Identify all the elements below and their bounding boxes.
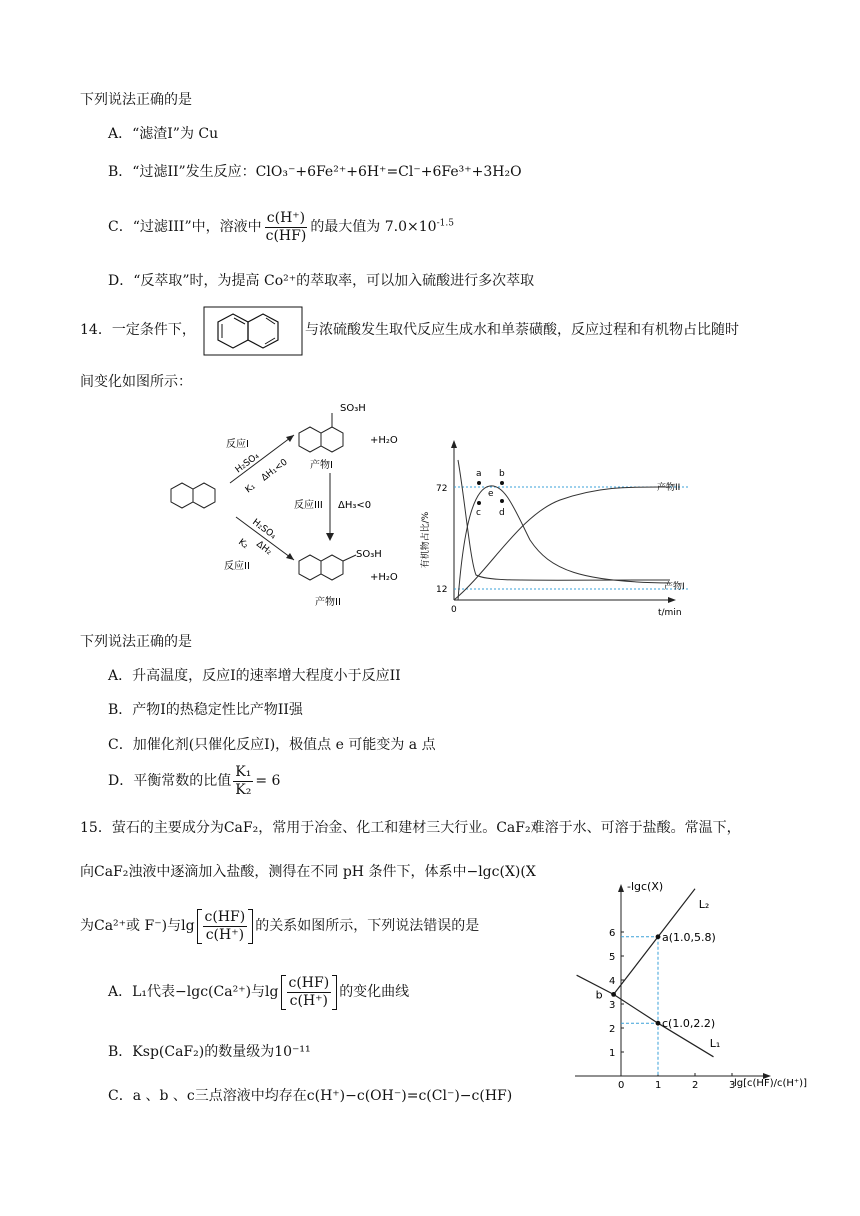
q15-chart: [565, 878, 807, 1093]
dh2-label: ΔH₂: [254, 539, 274, 558]
label-a: a: [476, 469, 482, 479]
q13-option-c: C．“过滤III”中，溶液中 $\frac{c(H^+)}{c(HF)}$ 的最大值为 $7.0\times 10^{-1.5}$: [108, 209, 454, 244]
legend-product-1: 产物I: [664, 582, 685, 592]
q15-y-tick-label: 5: [609, 952, 616, 963]
q15-x-tick-label: 3: [729, 1080, 736, 1091]
reaction-1-label: 反应I: [226, 439, 249, 450]
q13-b-equation: ClO₃⁻+6Fe²⁺+6H⁺=Cl⁻+6Fe³⁺+3H₂O: [255, 164, 522, 180]
tick-0: 0: [451, 605, 457, 615]
h2so4-label-2: H₂SO₄: [250, 517, 278, 542]
point-a: [477, 481, 481, 485]
reaction-scheme: [160, 395, 430, 620]
q13-option-a: A．“滤渣I”为 Cu: [108, 126, 219, 142]
q14-y-label: 有机物占比/%: [421, 511, 431, 569]
q15-y-tick-label: 6: [609, 928, 616, 939]
q13-stem: 下列说法正确的是: [80, 92, 192, 108]
product-1-structure: [299, 413, 343, 452]
q15-y-arrow: [618, 884, 624, 892]
q14-stem-line1-rest: 与浓硫酸发生取代反应生成水和单萘磺酸，反应过程和有机物占比随时: [305, 322, 739, 338]
series-product-1: [458, 486, 670, 600]
point-c: [477, 501, 481, 505]
point-label-a: a(1.0,5.8): [662, 930, 716, 944]
label-c: c: [476, 508, 481, 518]
k1-k2-fraction: $\frac{\text{K₁}}{\text{K₂}}$: [235, 763, 252, 798]
q13-option-d: D．“反萃取”时，为提高 Co²⁺的萃取率，可以加入硫酸进行多次萃取: [108, 273, 535, 289]
dh1-label: ΔH₁<0: [259, 457, 290, 484]
reaction-2-label: 反应II: [224, 561, 250, 572]
lg-bracket: $\frac{c(HF)}{c(H^+)}$: [197, 909, 254, 944]
q15-x-label: lg[c(HF)/c(H⁺)]: [734, 1078, 807, 1089]
k2-label: K₂: [236, 537, 250, 552]
q15-y-tick-label: 3: [609, 1000, 616, 1011]
product-1-label: 产物I: [310, 460, 333, 471]
so3h-label-2: SO₃H: [356, 549, 382, 560]
point-b: [500, 481, 504, 485]
product-2-structure: [299, 555, 356, 580]
series-l2-label: L₂: [698, 898, 710, 911]
q15-option-b: B．Ksp(CaF₂)的数量级为10⁻¹¹: [108, 1044, 311, 1060]
q15-y-tick-label: 2: [609, 1024, 616, 1035]
naphthalene-reactant: [171, 483, 215, 508]
point-label-b: b: [595, 988, 603, 1002]
q15-y-tick-label: 1: [609, 1048, 616, 1059]
q15-x-tick-label: 1: [655, 1080, 662, 1091]
k1-label: K₁: [243, 481, 258, 496]
reaction-3-label: 反应III: [294, 500, 323, 511]
h2so4-label-1: H₂SO₄: [233, 451, 262, 476]
q14-chart: [420, 440, 710, 620]
label-d: d: [499, 508, 505, 518]
h2o-label-2: +H₂O: [370, 572, 398, 583]
q15-line3: 为Ca²⁺或 F⁻)与lg $\frac{c(HF)}{c(H^+)}$ 的关系如图所示，下列说法错误的是: [80, 908, 480, 943]
naphthalene-structure: [203, 306, 303, 356]
h2o-label-1: +H₂O: [370, 435, 398, 446]
product-2-label: 产物II: [315, 597, 341, 608]
tick-12: 12: [436, 585, 448, 595]
series-l1-label: L₁: [709, 1037, 721, 1051]
q14-option-c: C．加催化剂(只催化反应I)，极值点 e 可能变为 a 点: [108, 737, 436, 753]
q13-option-b: B．“过滤II”发生反应：ClO₃⁻+6Fe²⁺+6H⁺=Cl⁻+6Fe³⁺+3H₂O: [108, 164, 522, 180]
q15-x-tick-label: 2: [692, 1080, 699, 1091]
legend-product-2: 产物II: [657, 483, 681, 493]
q14-stem-line2: 间变化如图所示：: [80, 374, 192, 390]
so3h-label-1: SO₃H: [340, 403, 366, 414]
point-label-c: c(1.0,2.2): [662, 1017, 716, 1031]
q14-x-label: t/min: [658, 608, 682, 618]
q14-option-a: A．升高温度，反应I的速率增大程度小于反应II: [108, 668, 401, 684]
point-a: [656, 934, 661, 939]
series-product-2: [454, 487, 670, 600]
q14-stem-line1: 14．一定条件下，: [80, 322, 196, 338]
label-e: e: [488, 489, 494, 499]
dh3-label: ΔH₃<0: [338, 500, 372, 511]
q15-y-tick-label: 4: [609, 976, 616, 987]
q14-option-b: B．产物I的热稳定性比产物II强: [108, 702, 303, 718]
q15-option-c: C．a 、b 、c三点溶液中均存在c(H⁺)−c(OH⁻)=c(Cl⁻)−c(HF): [108, 1088, 513, 1104]
q15-option-a: A．L₁代表−lgc(Ca²⁺)与lg $\frac{c(HF)}{c(H^+)}$ 的变化曲线: [108, 974, 410, 1009]
q14-option-d: D．平衡常数的比值 $\frac{\text{K₁}}{\text{K₂}}$ = 6: [108, 763, 281, 798]
q15-y-label: -lgc(X): [627, 880, 664, 893]
q13-c-fraction: $\frac{c(H^+)}{c(HF)}$: [265, 209, 307, 244]
point-d: [500, 499, 504, 503]
q15-line1: 15．萤石的主要成分为CaF₂，常用于冶金、化工和建材三大行业。CaF₂难溶于水、可溶于盐酸。常温下，: [80, 820, 741, 836]
q15-x-tick-label: 0: [618, 1080, 625, 1091]
label-b: b: [499, 469, 505, 479]
q14-question: 下列说法正确的是: [80, 634, 192, 650]
point-b: [611, 992, 616, 997]
point-c: [656, 1021, 661, 1026]
q15-line2: 向CaF₂浊液中逐滴加入盐酸，测得在不同 pH 条件下，体系中−lgc(X)(X: [80, 864, 536, 880]
tick-72: 72: [436, 484, 448, 494]
